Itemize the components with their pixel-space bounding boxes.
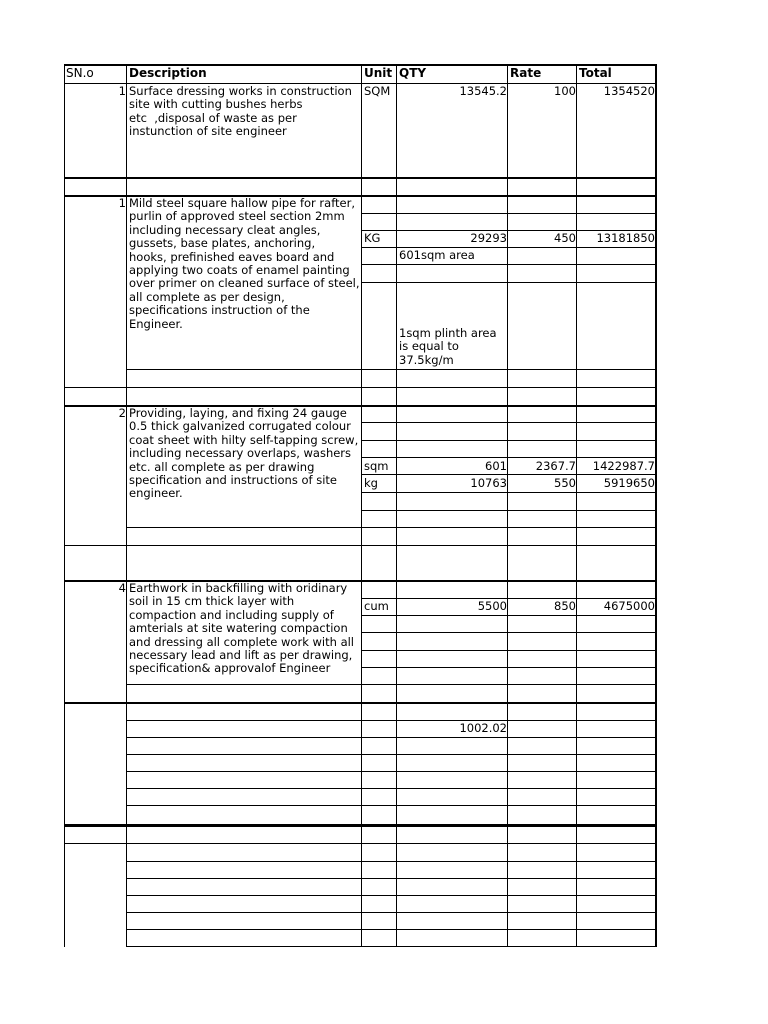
item-total: 1354520 bbox=[603, 84, 655, 98]
item-qty: 10763 bbox=[470, 476, 507, 490]
item-unit: sqm bbox=[364, 459, 389, 473]
row-line bbox=[126, 878, 657, 879]
row-line bbox=[361, 282, 657, 283]
row-line bbox=[361, 632, 657, 633]
header-total: Total bbox=[579, 66, 612, 80]
row-line bbox=[64, 545, 657, 546]
row-line bbox=[361, 650, 657, 651]
item-rate: 550 bbox=[554, 476, 576, 490]
row-line bbox=[361, 440, 657, 441]
item-total: 5919650 bbox=[603, 476, 655, 490]
item-rate: 100 bbox=[554, 84, 576, 98]
header-qty: QTY bbox=[399, 66, 427, 80]
item-unit: SQM bbox=[364, 84, 391, 98]
item-rate: 2367.7 bbox=[535, 459, 576, 473]
row-line bbox=[64, 843, 657, 844]
row-line bbox=[361, 615, 657, 616]
item-description: Mild steel square hallow pipe for rafter, purlin of approved steel section 2mm including necessary cleat angles, gussets, base plates, anchoring, hooks, prefinished eaves board and applying two coats of enamel painting over primer on cleaned surface of steel, all complete as per design, specifications instruction of the Engineer. bbox=[129, 196, 360, 331]
row-line bbox=[126, 720, 657, 721]
item-sno: 2 bbox=[118, 406, 126, 420]
item-rate: 450 bbox=[554, 231, 576, 245]
row-line bbox=[361, 457, 657, 458]
row-line bbox=[361, 510, 657, 511]
item-unit: cum bbox=[364, 599, 389, 613]
item-note: 1sqm plinth area is equal to 37.5kg/m bbox=[399, 326, 497, 367]
item-description: Earthwork in backfilling with oridinary soil in 15 cm thick layer with compaction and including supply of amterials at site watering compaction and dressing all complete work with all necessary lead and lift as per drawing, specification& approvalof Engineer bbox=[129, 581, 355, 676]
row-line bbox=[126, 527, 657, 528]
header-sno: SN.o bbox=[66, 66, 94, 80]
row-line bbox=[126, 754, 657, 755]
item-description: Providing, laying, and fixing 24 gauge 0.5 thick galvanized corrugated colour coat sheet with hilty self-tapping screw, including necessary overlaps, washers etc. all complete as per drawing specification and instructions of site engineer. bbox=[129, 406, 359, 501]
item-sno: 1 bbox=[118, 84, 126, 98]
item-total: 4675000 bbox=[603, 599, 655, 613]
item-rate: 850 bbox=[554, 599, 576, 613]
row-line bbox=[361, 264, 657, 265]
header-unit: Unit bbox=[364, 66, 393, 80]
row-line bbox=[126, 369, 657, 370]
item-qty: 29293 bbox=[470, 231, 507, 245]
item-note: 601sqm area bbox=[399, 248, 475, 262]
item-total: 13181850 bbox=[596, 231, 655, 245]
row-line bbox=[361, 492, 657, 493]
header-rate: Rate bbox=[510, 66, 542, 80]
row-line bbox=[64, 702, 657, 704]
row-line bbox=[126, 788, 657, 789]
header-description: Description bbox=[129, 66, 207, 80]
row-line bbox=[126, 684, 657, 685]
row-line bbox=[126, 805, 657, 806]
row-line bbox=[64, 177, 657, 179]
item-unit: kg bbox=[364, 476, 378, 490]
item-sno: 1 bbox=[118, 196, 126, 210]
row-line bbox=[126, 946, 657, 947]
row-line bbox=[126, 861, 657, 862]
row-line bbox=[361, 667, 657, 668]
row-line bbox=[126, 895, 657, 896]
row-line bbox=[64, 387, 657, 388]
row-line bbox=[361, 474, 657, 475]
item-total: 1422987.7 bbox=[592, 459, 655, 473]
item-unit: KG bbox=[364, 231, 381, 245]
row-line bbox=[361, 422, 657, 423]
item-qty: 5500 bbox=[477, 599, 507, 613]
row-line bbox=[126, 929, 657, 930]
boq-table bbox=[64, 64, 658, 947]
row-line bbox=[64, 824, 657, 827]
row-line bbox=[361, 213, 657, 214]
row-line bbox=[126, 912, 657, 913]
item-sno: 4 bbox=[118, 581, 126, 595]
row-line bbox=[126, 771, 657, 772]
extra-qty-value: 1002.02 bbox=[459, 721, 507, 735]
row-line bbox=[126, 737, 657, 738]
item-qty: 13545.2 bbox=[459, 84, 507, 98]
item-qty: 601 bbox=[485, 459, 507, 473]
item-description: Surface dressing works in construction site with cutting bushes herbs etc ,disposal of waste as per instunction of site engineer bbox=[129, 84, 352, 139]
